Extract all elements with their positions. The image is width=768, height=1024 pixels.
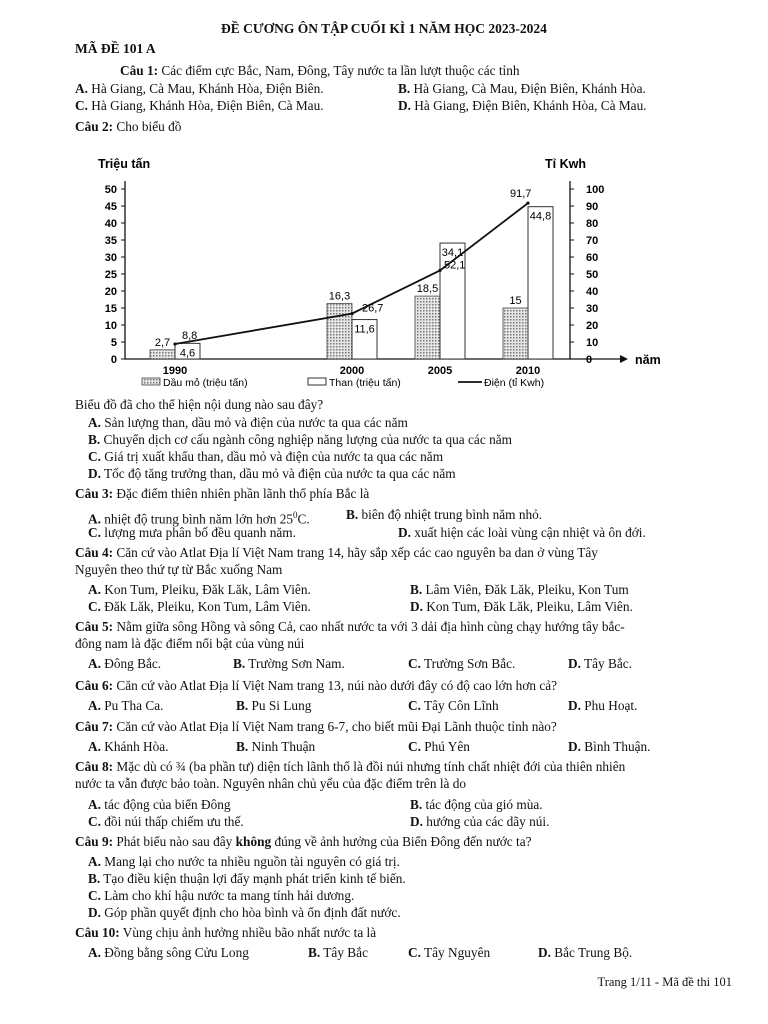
- option-8d: D. hướng của các dãy núi.: [410, 814, 550, 829]
- left-tick-label: 45: [104, 201, 117, 213]
- question-3: [75, 486, 369, 502]
- question-8: [75, 759, 625, 775]
- bar-label-than: 34,1: [441, 247, 464, 260]
- point-dien: [350, 312, 353, 315]
- right-tick-label: 100: [586, 184, 605, 196]
- right-tick-label: 0: [586, 354, 593, 366]
- question-label: Câu 10:: [75, 925, 120, 940]
- bar-dau-mo: [327, 304, 352, 359]
- x-tick-label: 2005: [427, 365, 453, 377]
- legend-label-dien: Điện (tỉ Kwh): [484, 377, 545, 389]
- line-label-dien: 8,8: [182, 330, 198, 343]
- option-3b: B. biên độ nhiệt trung bình năm nhỏ.: [346, 507, 543, 522]
- right-tick-label: 50: [586, 269, 599, 281]
- option-3d: D. xuất hiện các loài vùng cận nhiệt và ôn đới.: [398, 525, 646, 540]
- energy-chart: [90, 148, 690, 398]
- question-text: Cho biểu đồ: [116, 119, 182, 134]
- option-8b: B. tác động của gió mùa.: [410, 797, 543, 812]
- option-6c: C. Tây Côn Lĩnh: [408, 698, 499, 713]
- option-9c: C. Làm cho khí hậu nước ta mang tính hải dương.: [88, 888, 355, 903]
- question-text: Mặc dù có ¾ (ba phần tư) diện tích lãnh thổ là đồi núi nhưng tính chất nhiệt đới của thiên nhiên: [116, 759, 626, 774]
- option-9d: D. Góp phần quyết định cho hòa bình và ổn định đất nước.: [88, 905, 401, 920]
- question-5-cont: đông nam là đặc điểm nổi bật của vùng núi: [75, 636, 305, 651]
- page-footer: Trang 1/11 - Mã đề thi 101: [597, 975, 732, 989]
- left-tick-label: 5: [110, 337, 117, 349]
- question-text: Đặc điểm thiên nhiên phần lãnh thổ phía Bắc là: [116, 486, 370, 501]
- right-tick-label: 80: [586, 218, 599, 230]
- question-label: Câu 1:: [120, 63, 159, 78]
- bar-than: [528, 207, 553, 359]
- option-4a: A. Kon Tum, Pleiku, Đăk Lăk, Lâm Viên.: [88, 582, 311, 597]
- x-tick-label: 2000: [339, 365, 365, 377]
- bar-dau-mo: [415, 296, 440, 359]
- option-7d: D. Bình Thuận.: [568, 739, 651, 754]
- option-10d: D. Bắc Trung Bộ.: [538, 945, 633, 960]
- option-4b: B. Lâm Viên, Đăk Lăk, Pleiku, Kon Tum: [410, 582, 629, 597]
- option-5d: D. Tây Bắc.: [568, 656, 633, 671]
- bar-dau-mo: [150, 350, 175, 359]
- question-2-prompt: Biểu đồ đã cho thể hiện nội dung nào sau đây?: [75, 397, 324, 412]
- right-tick-label: 40: [586, 286, 599, 298]
- question-label: Câu 9:: [75, 834, 114, 849]
- point-dien: [438, 269, 441, 272]
- question-label: Câu 8:: [75, 759, 114, 774]
- question-text: Căn cứ vào Atlat Địa lí Việt Nam trang 14, hãy sắp xếp các cao nguyên ba dan ở vùng Tây: [116, 545, 598, 560]
- option-6b: B. Pu Si Lung: [236, 698, 312, 713]
- question-label: Câu 4:: [75, 545, 114, 560]
- bar-label-than: 44,8: [529, 210, 552, 223]
- option-9b: B. Tạo điều kiện thuận lợi đẩy mạnh phát triển kinh tế biển.: [88, 871, 406, 886]
- question-text: Căn cứ vào Atlat Địa lí Việt Nam trang 6-7, cho biết mũi Đại Lãnh thuộc tỉnh nào?: [116, 719, 557, 734]
- left-tick-label: 10: [104, 320, 117, 332]
- x-tick-label: 1990: [162, 365, 188, 377]
- left-tick-label: 25: [104, 269, 117, 281]
- question-text: Vùng chịu ảnh hưởng nhiều bão nhất nước ta là: [122, 925, 377, 940]
- left-axis-title: Triệu tấn: [98, 157, 151, 171]
- question-label: Câu 5:: [75, 619, 114, 634]
- right-tick-label: 60: [586, 252, 599, 264]
- left-tick-label: 40: [104, 218, 117, 230]
- option-7b: B. Ninh Thuận: [236, 739, 316, 754]
- option-2a: A. Sản lượng than, dầu mỏ và điện của nước ta qua các năm: [88, 415, 408, 430]
- option-10c: C. Tây Nguyên: [408, 945, 491, 960]
- option-1a: A. Hà Giang, Cà Mau, Khánh Hòa, Điện Biên.: [75, 81, 324, 96]
- option-5a: A. Đông Bắc.: [88, 656, 162, 671]
- line-label-dien: 26,7: [362, 302, 384, 315]
- bar-label-than: 4,6: [179, 347, 196, 360]
- question-6: [75, 678, 557, 694]
- legend-swatch-than: [308, 378, 326, 385]
- legend-swatch-dau-mo: [142, 378, 160, 385]
- option-4c: C. Đăk Lăk, Pleiku, Kon Tum, Lâm Viên.: [88, 599, 311, 614]
- document-title: ĐỀ CƯƠNG ÔN TẬP CUỐI KÌ 1 NĂM HỌC 2023-2024: [221, 21, 547, 36]
- right-tick-label: 70: [586, 235, 599, 247]
- question-label: Câu 7:: [75, 719, 114, 734]
- question-1: [120, 63, 520, 79]
- option-4d: D. Kon Tum, Đăk Lăk, Pleiku, Lâm Viên.: [410, 599, 633, 614]
- legend-label-than: Than (triệu tấn): [329, 377, 401, 389]
- option-10b: B. Tây Bắc: [308, 945, 368, 960]
- right-tick-label: 10: [586, 337, 599, 349]
- question-label: Câu 2:: [75, 119, 114, 134]
- question-8-cont: nước ta vẫn được bảo toàn. Nguyên nhân chủ yếu của đặc điểm trên là do: [75, 776, 467, 791]
- question-label: Câu 6:: [75, 678, 114, 693]
- option-2d: D. Tốc độ tăng trưởng than, dầu mỏ và điện của nước ta qua các năm: [88, 466, 456, 481]
- question-text: Nằm giữa sông Hồng và sông Cả, cao nhất nước ta với 3 dải địa hình cùng chạy hướng tây bắc-: [116, 619, 625, 634]
- bar-dau-mo: [503, 308, 528, 359]
- exam-code: MÃ ĐỀ 101 A: [75, 41, 156, 56]
- x-axis-unit: năm: [635, 353, 661, 367]
- option-1b: B. Hà Giang, Cà Mau, Điện Biên, Khánh Hòa.: [398, 81, 646, 96]
- question-2: [75, 119, 181, 135]
- option-5c: C. Trường Sơn Bắc.: [408, 656, 516, 671]
- point-dien: [526, 202, 529, 205]
- right-tick-label: 30: [586, 303, 599, 315]
- option-10a: A. Đồng bằng sông Cửu Long: [88, 945, 249, 960]
- x-axis-arrow: [620, 355, 628, 363]
- legend-label-dau-mo: Dầu mỏ (triệu tấn): [163, 377, 248, 389]
- left-tick-label: 30: [104, 252, 117, 264]
- option-7c: C. Phú Yên: [408, 739, 470, 754]
- line-label-dien: 91,7: [510, 188, 532, 201]
- bar-label-than: 11,6: [354, 323, 375, 336]
- question-10: [75, 925, 376, 941]
- bar-label-dau-mo: 2,7: [154, 336, 171, 349]
- option-5b: B. Trường Sơn Nam.: [233, 656, 345, 671]
- option-7a: A. Khánh Hòa.: [88, 739, 169, 754]
- option-6d: D. Phu Hoạt.: [568, 698, 638, 713]
- left-tick-label: 0: [110, 354, 117, 366]
- question-4: [75, 545, 598, 561]
- left-tick-label: 35: [104, 235, 117, 247]
- option-6a: A. Pu Tha Ca.: [88, 698, 164, 713]
- emphasis-not: không: [235, 834, 272, 849]
- left-tick-label: 15: [104, 303, 117, 315]
- option-3a: A. nhiệt độ trung bình năm lớn hơn $25^0C$.: [88, 510, 310, 527]
- question-text: Các điểm cực Bắc, Nam, Đông, Tây nước ta lần lượt thuộc các tỉnh: [161, 63, 520, 78]
- x-tick-label: 2010: [515, 365, 541, 377]
- option-9a: A. Mang lại cho nước ta nhiều nguồn tài nguyên có giá trị.: [88, 854, 400, 869]
- option-1c: C. Hà Giang, Khánh Hòa, Điện Biên, Cà Mau.: [75, 98, 324, 113]
- bar-label-dau-mo: 18,5: [416, 283, 439, 296]
- right-tick-label: 90: [586, 201, 599, 213]
- option-3c: C. lượng mưa phân bố đều quanh năm.: [88, 525, 296, 540]
- question-7: [75, 719, 557, 735]
- point-dien: [173, 342, 176, 345]
- option-1d: D. Hà Giang, Điện Biên, Khánh Hòa, Cà Mau.: [398, 98, 647, 113]
- right-axis-title: Tỉ Kwh: [545, 157, 586, 171]
- option-8a: A. tác động của biển Đông: [88, 797, 231, 812]
- option-8c: C. đồi núi thấp chiếm ưu thế.: [88, 814, 244, 829]
- bar-label-dau-mo: 16,3: [328, 290, 351, 303]
- right-tick-label: 20: [586, 320, 599, 332]
- question-text: Căn cứ vào Atlat Địa lí Việt Nam trang 13, núi nào dưới đây có độ cao lớn hơn cả?: [116, 678, 558, 693]
- question-4-cont: Nguyên theo thứ tự từ Bắc xuống Nam: [75, 562, 283, 577]
- left-tick-label: 50: [104, 184, 117, 196]
- left-tick-label: 20: [104, 286, 117, 298]
- option-2c: C. Giá trị xuất khẩu than, dầu mỏ và điện của nước ta qua các năm: [88, 449, 444, 464]
- question-5: [75, 619, 625, 635]
- option-2b: B. Chuyển dịch cơ cấu ngành công nghiệp năng lượng của nước ta qua các năm: [88, 432, 512, 447]
- bar-label-dau-mo: 15: [509, 295, 522, 307]
- question-9: Câu 9: Phát biểu nào sau đây không đúng về ảnh hưởng của Biển Đông đến nước ta?: [75, 834, 532, 849]
- line-label-dien: 52,1: [444, 259, 466, 272]
- question-label: Câu 3:: [75, 486, 114, 501]
